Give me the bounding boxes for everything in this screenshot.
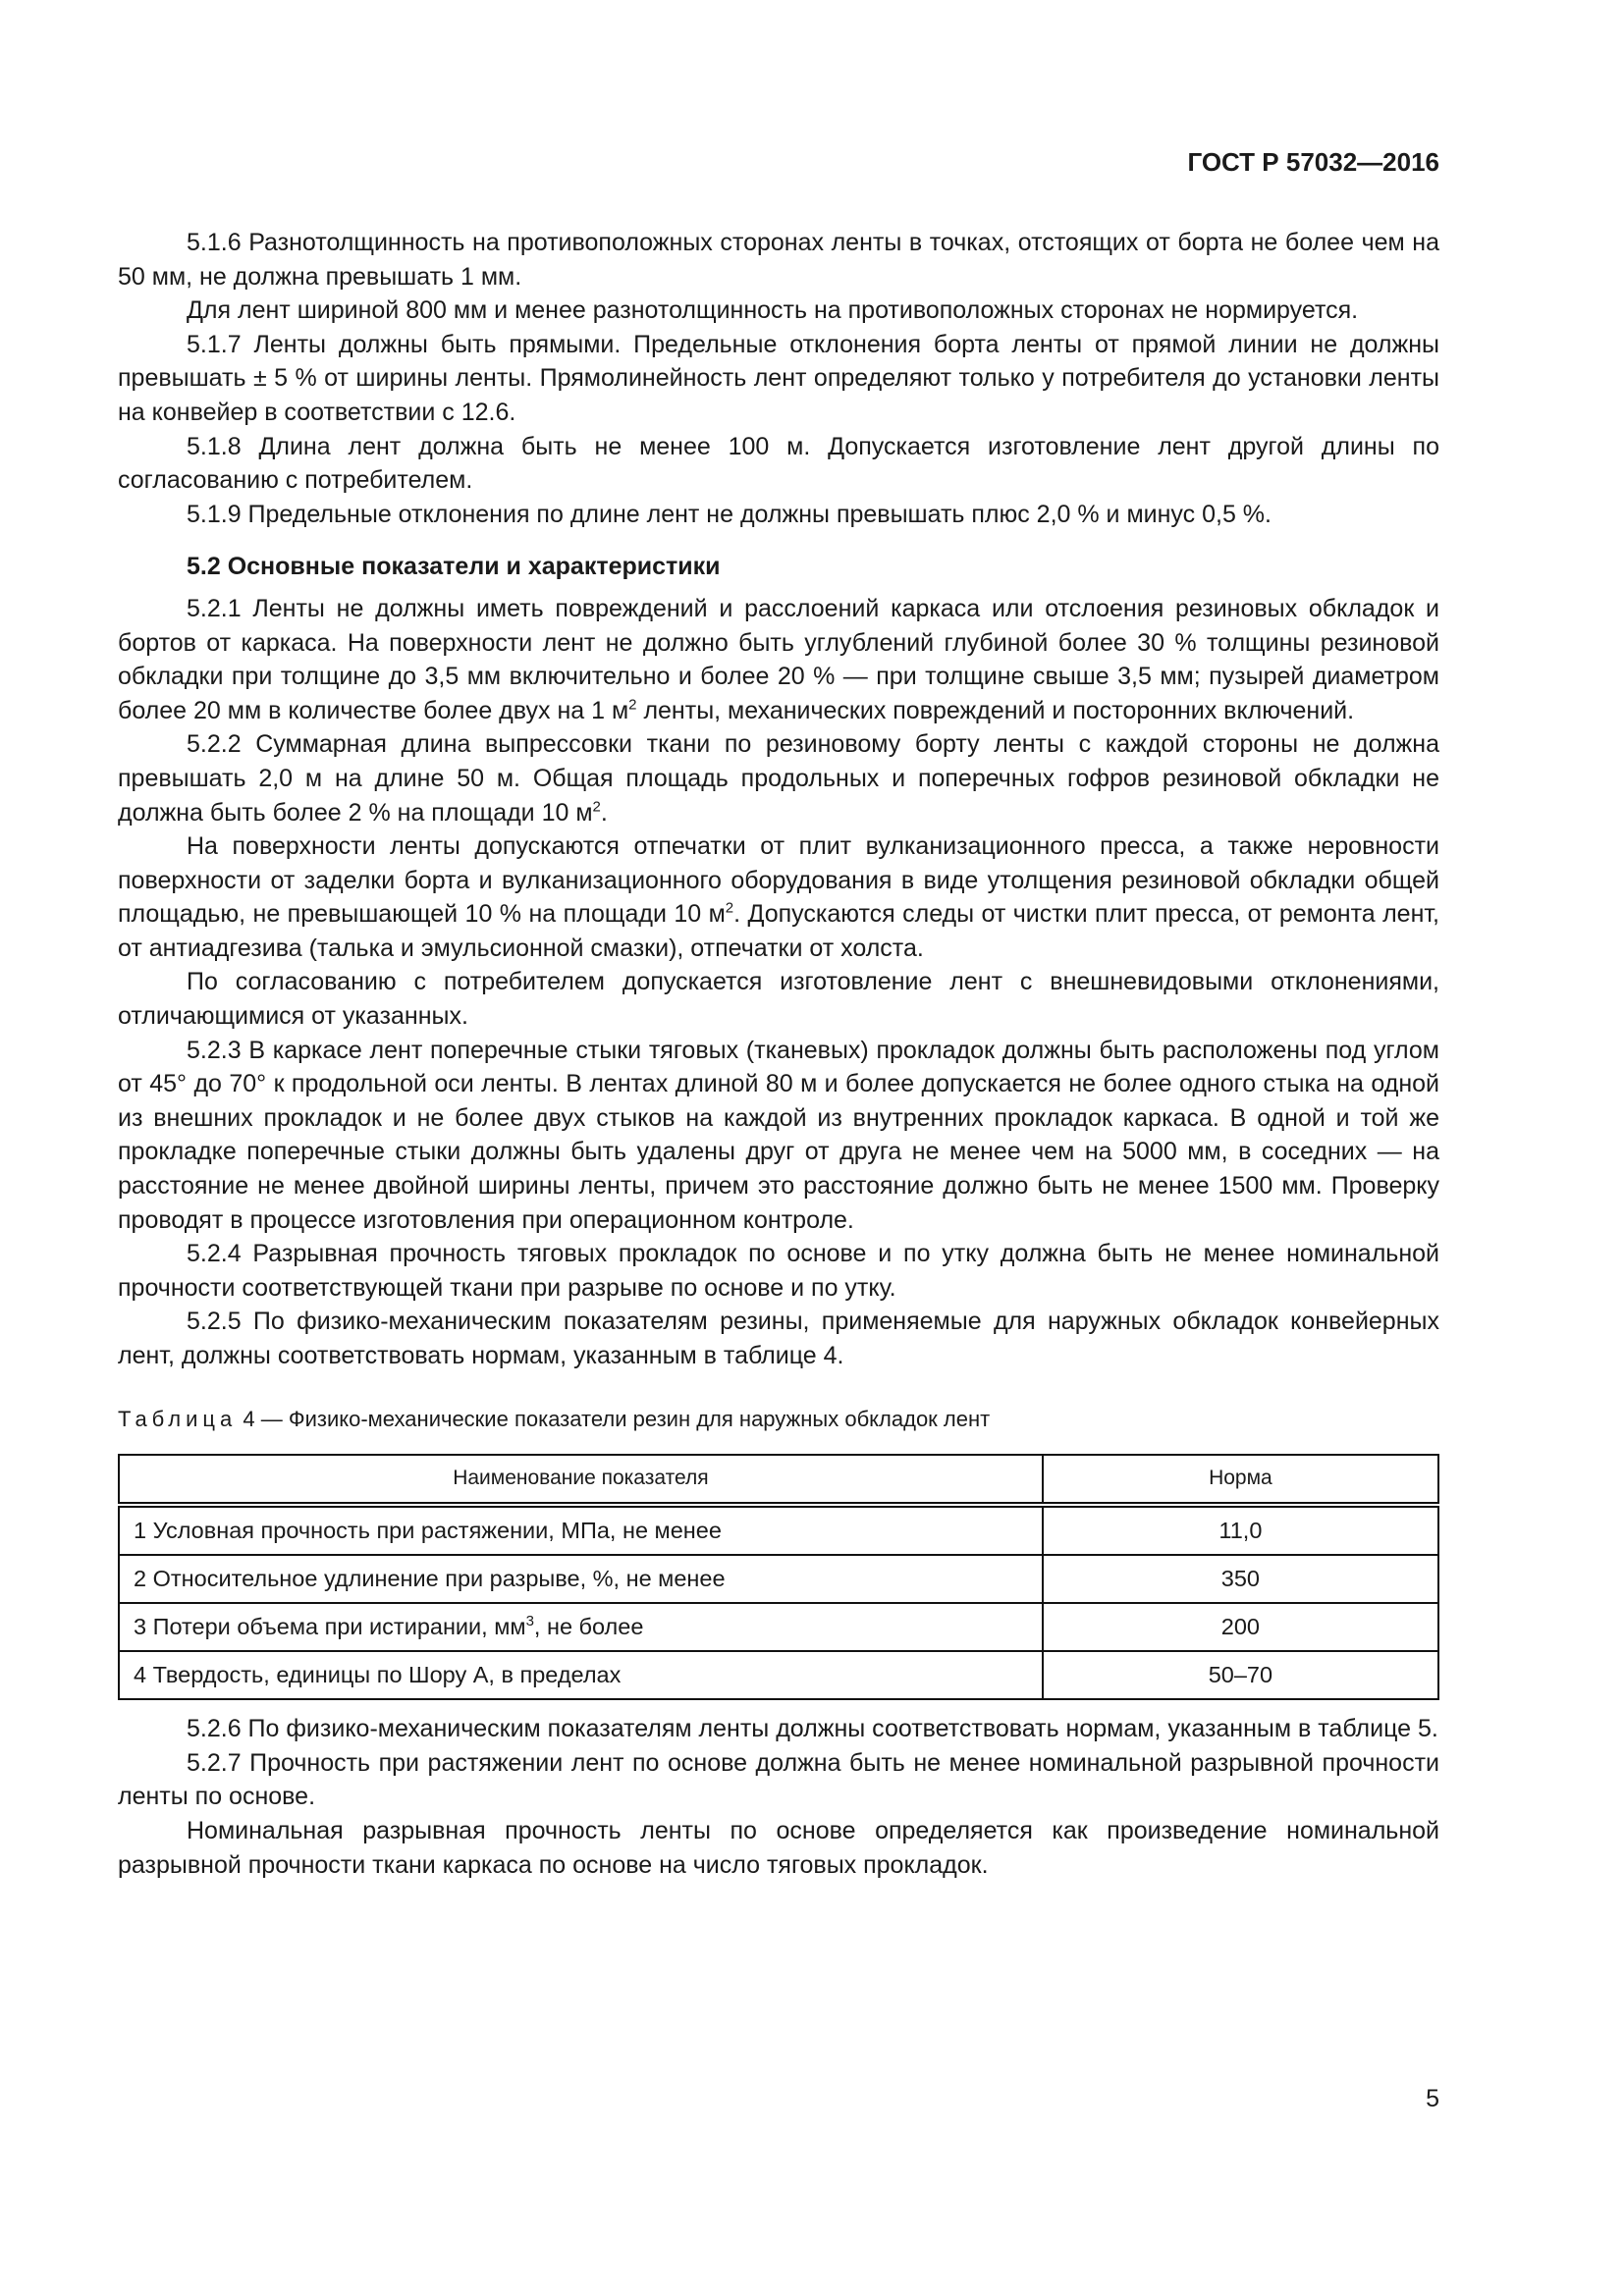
paragraph-5-2-5: 5.2.5 По физико-механическим показателям резины, применяемые для наружных обкладок конвейерных лент, должны соответствовать нормам, указанным в таблице 4. [118,1308,1439,1369]
text: . Допускаются следы от чистки плит пресса, от ремонта лент, от антиадгезива (талька и эмульсионной смазки), отпечатки от холста. [118,900,1439,962]
text: , не более [533,1614,644,1640]
column-header: Наименование показателя [119,1455,1043,1505]
cell-name [119,1603,1043,1651]
paragraph-5-2-7: 5.2.7 Прочность при растяжении лент по основе должна быть не менее номинальной разрывной прочности ленты по основе. [118,1748,1439,1811]
paragraph: Для лент шириной 800 мм и менее разнотолщинность на противоположных сторонах не нормируется. [187,296,1359,325]
cell-value: 200 [1043,1603,1438,1651]
column-header: Норма [1043,1455,1438,1505]
paragraph: По согласованию с потребителем допускается изготовление лент с внешневидовыми отклонениями, отличающимися от указанных. [118,968,1439,1031]
page-body [118,226,1439,1882]
paragraph-5-2-2 [118,727,1439,829]
text: 5.2.1 Ленты не должны иметь повреждений и расслоений каркаса или отслоения резиновых обкладок и бортов от каркаса. На поверхности лент не должно быть углублений глубиной более 30 % толщины резиновой обкладки при толщине до 3,5 мм включительно и более 20 % — при толщине свыше 3,5 мм; пузырей диаметром более 20 мм в количестве более двух на 1 м [118,594,1439,724]
text: . [600,798,608,827]
table-row [119,1505,1438,1555]
text: 3 Потери объема при истирании, мм [134,1614,526,1640]
superscript: 3 [525,1613,534,1630]
text: 5.2.2 Суммарная длина выпрессовки ткани по резиновому борту ленты с каждой стороны не должна превышать 2,0 м на длине 50 м. Общая площадь продольных и поперечных гофров резиновой обкладки не должна быть более 2 % на площади 10 м [118,730,1439,827]
paragraph-5-1-8: 5.1.8 Длина лент должна быть не менее 100 м. Допускается изготовление лент другой длины по согласованию с потребителем. [118,432,1439,495]
superscript: 2 [628,696,637,714]
paragraph-5-1-7: 5.1.7 Ленты должны быть прямыми. Предельные отклонения борта ленты от прямой линии не должны превышать ± 5 % от ширины ленты. Прямолинейность лент определяют только у потребителя до установки ленты на конвейер в соответствии с 12.6. [118,330,1439,426]
cell-name: 1 Условная прочность при растяжении, МПа, не менее [119,1505,1043,1555]
superscript: 2 [592,798,601,816]
cell-name: 2 Относительное удлинение при разрыве, %, не менее [119,1555,1043,1603]
text: На поверхности ленты допускаются отпечатки от плит вулканизационного пресса, а также неровности поверхности от заделки борта и вулканизационного оборудования в виде утолщения резиновой обкладки общей площадью, не превышающей 10 % на площади 10 м [118,832,1439,929]
text: ленты, механических повреждений и посторонних включений. [636,696,1355,724]
caption-label: Таблица [118,1406,238,1431]
paragraph-5-2-3: 5.2.3 В каркасе лент поперечные стыки тяговых (тканевых) прокладок должны быть расположены под углом от 45° до 70° к продольной оси ленты. В лентах длиной 80 м и более допускается не более одного стыка на одной из внешних прокладок и не более двух стыков на каждой из внутренних прокладок каркаса. В одной и той же прокладке поперечные стыки должны быть удалены друг от друга не менее чем на 5000 мм, в соседних — на расстояние не менее двойной ширины ленты, причем это расстояние должно быть не менее 1500 мм. Проверку проводят в процессе изготовления при операционном контроле. [118,1036,1439,1234]
cell-value: 50–70 [1043,1651,1438,1699]
paragraph-5-1-9: 5.1.9 Предельные отклонения по длине лент не должны превышать плюс 2,0 % и минус 0,5 %. [187,500,1272,528]
cell-name: 4 Твердость, единицы по Шору А, в пределах [119,1651,1043,1699]
page-number: 5 [1426,2085,1439,2112]
paragraph: Номинальная разрывная прочность ленты по основе определяется как произведение номинальной разрывной прочности ткани каркаса по основе на число тяговых прокладок. [118,1816,1439,1879]
table-4 [118,1454,1439,1700]
cell-value: 350 [1043,1555,1438,1603]
paragraph-5-2-6: 5.2.6 По физико-механическим показателям ленты должны соответствовать нормам, указанным в таблице 5. [187,1715,1438,1743]
superscript: 2 [725,899,734,917]
table-row [119,1555,1438,1603]
document-header: ГОСТ Р 57032—2016 [1187,147,1439,177]
paragraph-5-2-4: 5.2.4 Разрывная прочность тяговых прокладок по основе и по утку должна быть не менее номинальной прочности соответствующей ткани при разрыве по основе и по утку. [118,1240,1439,1302]
section-heading: 5.2 Основные показатели и характеристики [187,553,721,581]
paragraph-surface [118,829,1439,965]
table-row [119,1651,1438,1699]
paragraph-5-1-6: 5.1.6 Разнотолщинность на противоположных сторонах ленты в точках, отстоящих от борта не более чем на 50 мм, не должна превышать 1 мм. [118,229,1439,291]
table-header-row [119,1455,1438,1505]
paragraph-5-2-1 [118,592,1439,727]
caption-text: 4 — Физико-механические показатели резин для наружных обкладок лент [243,1406,991,1431]
table-caption [118,1403,1439,1437]
table-row [119,1603,1438,1651]
cell-value: 11,0 [1043,1505,1438,1555]
